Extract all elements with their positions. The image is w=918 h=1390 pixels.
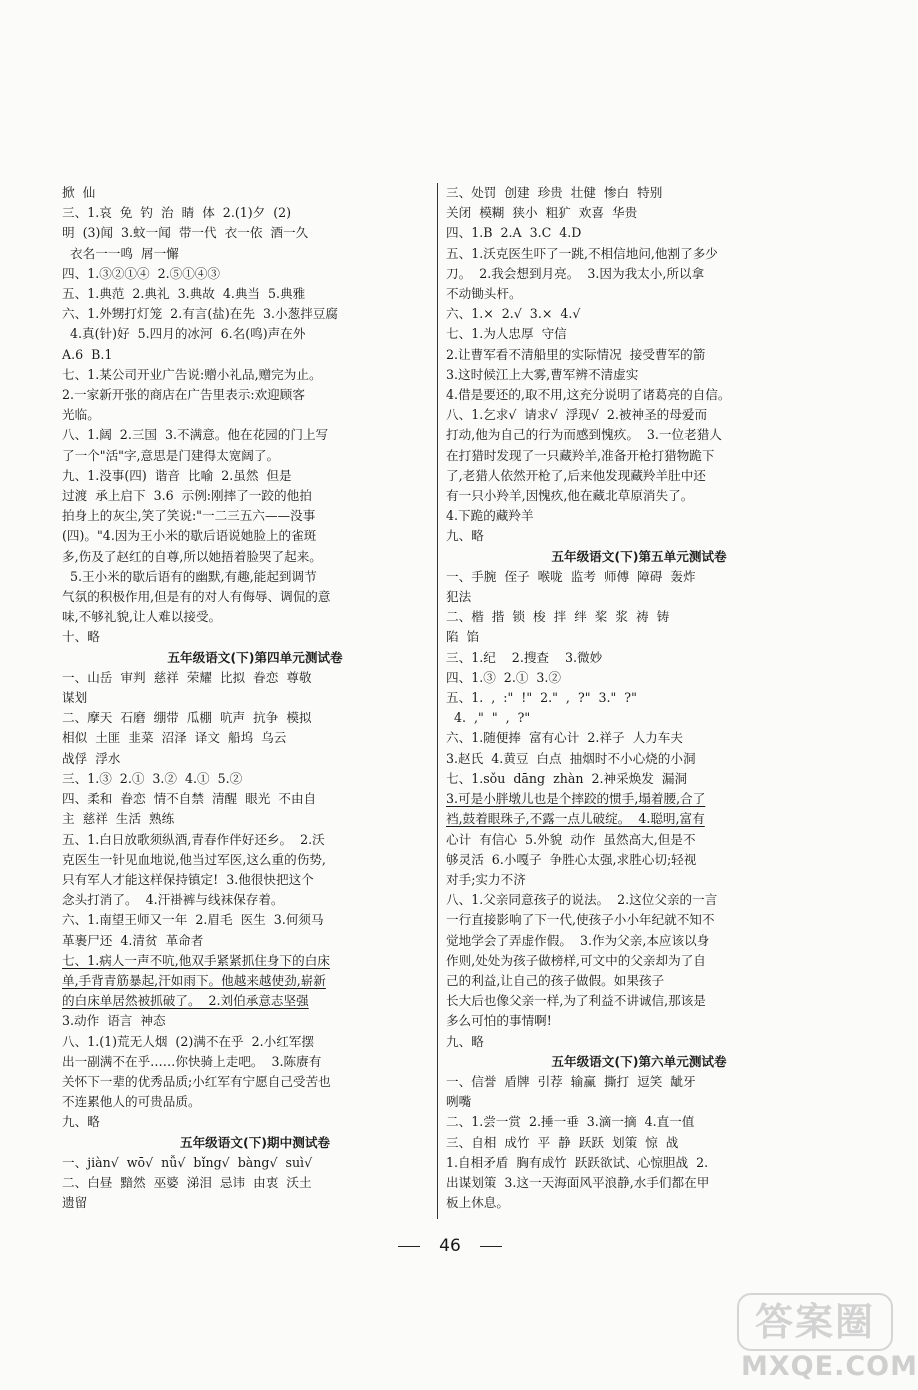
page-number-dash-left [398, 1246, 420, 1247]
answer-line: 遗留 [62, 1195, 88, 1211]
page-number-dash-right [480, 1246, 502, 1247]
answer-line: 不动锄头杆。 [446, 286, 522, 302]
answer-line: 4.下跪的藏羚羊 [446, 508, 534, 524]
answer-line: 二、楷 揩 锁 梭 拌 绊 桨 浆 祷 铸 [446, 609, 670, 625]
answer-line: 关怀下一辈的优秀品质;小红军有宁愿自己受苦也 [62, 1073, 331, 1089]
answer-line: 四、柔和 眷恋 情不自禁 清醒 眼光 不由自 [62, 791, 317, 807]
answer-line: 十、略 [62, 629, 100, 645]
page-number: 46 [439, 1236, 461, 1256]
answer-line: 四、1.B 2.A 3.C 4.D [446, 225, 582, 241]
answer-line: 有一只小羚羊,因愧疚,他在藏北草原消失了。 [446, 488, 694, 504]
answer-line: 多,伤及了赵红的自尊,所以她捂着脸哭了起来。 [62, 548, 322, 564]
answer-line: 板上休息。 [446, 1195, 509, 1211]
answer-line: 三、处罚 创建 珍贵 壮健 惨白 特别 [446, 185, 663, 200]
answer-line: 4.真(针)好 5.四月的冰河 6.名(鸣)声在外 [62, 326, 306, 342]
section-heading: 五年级语文(下)第五单元测试卷 [551, 548, 727, 564]
answer-line: 八、1.父亲同意孩子的说法。 2.这位父亲的一言 [446, 892, 718, 908]
answer-line: 己的利益,让自己的孩子做假。如果孩子 [446, 972, 665, 988]
answer-line: 克医生一针见血地说,他当过军医,这么重的伤势, [62, 851, 326, 867]
answer-line: 只有军人才能这样保持镇定! 3.他很快把这个 [62, 871, 314, 887]
answer-line: (四)。"4.因为王小米的歇后语说她脸上的雀斑 [62, 528, 317, 544]
answer-line: 二、白昼 黯然 巫婆 涕泪 忌讳 由衷 沃土 [62, 1174, 312, 1190]
answer-line: 3.可是小胖墩儿也是个摔跤的惯手,塌着腰,合了 [446, 791, 706, 807]
section-heading: 五年级语文(下)期中测试卷 [179, 1134, 331, 1150]
answer-line: 一、山岳 审判 慈祥 荣耀 比拟 眷恋 尊敬 [62, 669, 312, 685]
answer-line: 六、1.× 2.√ 3.× 4.√ [446, 306, 581, 322]
answer-line: 对手;实力不济 [446, 871, 526, 887]
answer-line: 关闭 模糊 狭小 粗犷 欢喜 华贵 [446, 205, 638, 221]
answer-line: 三、1.哀 免 钓 治 睛 体 2.(1)夕 (2) [62, 205, 292, 221]
answer-line: A.6 B.1 [62, 346, 113, 362]
answer-line: 过渡 承上启下 3.6 示例:刚摔了一跤的他拍 [62, 488, 312, 504]
answer-line: 九、1.没事(四) 谐音 比喻 2.虽然 但是 [62, 467, 292, 483]
answer-line: 2.一家新开张的商店在广告里表示:欢迎顾客 [62, 387, 305, 403]
answer-line: 了,老猎人依然开枪了,后来他发现藏羚羊肚中还 [446, 467, 706, 483]
answer-line: 六、1.外甥打灯笼 2.有言(盐)在先 3.小葱拌豆腐 [62, 306, 338, 322]
answer-line: 气氛的积极作用,但是有的对人有侮辱、调侃的意 [62, 589, 331, 605]
answer-line: 五、1.沃克医生吓了一跳,不相信地问,他割了多少 [446, 245, 718, 261]
answer-line: 八、1.乞求√ 请求√ 浮现√ 2.被神圣的母爱而 [446, 407, 708, 423]
answer-line: 六、1.随便捧 富有心计 2.祥子 人力车夫 [446, 730, 683, 746]
answer-line: 谋划 [62, 690, 88, 706]
answer-line: 念头打消了。 4.汗褂裤与线袜保存着。 [62, 892, 284, 908]
answer-line: 3.动作 语言 神态 [62, 1013, 166, 1029]
answer-line: 陷 馅 [446, 629, 480, 645]
answer-line: 衣名一一鸣 屑一懈 [62, 245, 179, 261]
answer-line: 在打猎时发现了一只藏羚羊,准备开枪打猎物跪下 [446, 447, 715, 463]
answer-line: 明 (3)闻 3.蚊一闻 带一代 衣一依 酒一久 [62, 225, 309, 241]
answer-line: 1.自相矛盾 胸有成竹 跃跃欲试、心惊胆战 2. [446, 1154, 709, 1170]
answer-line: 出一副满不在乎……你快骑上走吧。 3.陈赓有 [62, 1053, 322, 1069]
column-divider [437, 183, 438, 1219]
answer-line: 八、1.阔 2.三国 3.不满意。他在花园的门上写 [62, 427, 329, 443]
answer-line: 4. ," " , ?" [446, 710, 531, 726]
answer-line: 长大后也像父亲一样,为了利益不讲诚信,那该是 [446, 993, 706, 1009]
answer-line: 五、1.白日放歌须纵酒,青春作伴好还乡。 2.沃 [62, 831, 325, 847]
answer-line: 七、1.为人忠厚 守信 [446, 326, 567, 342]
answer-line: 掀 仙 [62, 185, 96, 200]
right-column [446, 183, 814, 1213]
answer-line: 多么可怕的事情啊! [446, 1013, 552, 1029]
answer-line: 觉地学会了弄虚作假。 3.作为父亲,本应该以身 [446, 932, 710, 948]
answer-line: 一行直接影响了下一代,使孩子小小年纪就不知不 [446, 912, 715, 928]
answer-line: 3.这时候江上大雾,曹军辨不清虚实 [446, 366, 639, 382]
answer-line: 相似 土匪 韭菜 沼泽 译文 船坞 乌云 [62, 730, 287, 746]
answer-line: 3.赵氏 4.黄豆 白点 抽烟时不小心烧的小洞 [446, 750, 696, 766]
answer-line: 不连累他人的可贵品质。 [62, 1094, 201, 1110]
answer-line: 光临。 [62, 407, 100, 423]
answer-line: 味,不够礼貌,让人难以接受。 [62, 609, 222, 625]
left-column [62, 183, 430, 1213]
section-heading: 五年级语文(下)第四单元测试卷 [167, 649, 343, 665]
answer-line: 战俘 浮水 [62, 750, 121, 766]
answer-line: 作则,处处为孩子做榜样,可文中的父亲却为了自 [446, 952, 706, 968]
answer-line: 心计 有信心 5.外貌 动作 虽然高大,但是不 [446, 831, 696, 847]
answer-line: 二、摩天 石磨 绷带 瓜棚 吭声 抗争 模拟 [62, 710, 312, 726]
answer-line: 三、自相 成竹 平 静 跃跃 划策 惊 战 [446, 1134, 679, 1150]
answer-line: 五、1. , :" !" 2." , ?" 3." ?" [446, 690, 637, 706]
answer-line: 九、略 [446, 1033, 484, 1049]
answer-line: 三、1.③ 2.① 3.② 4.① 5.② [62, 770, 243, 786]
answer-line: 刀。 2.我会想到月亮。 3.因为我太小,所以拿 [446, 265, 705, 281]
answer-line: 单,手背青筋暴起,汗如雨下。他越来越使劲,崭新 [62, 972, 326, 988]
answer-line: 三、1.纪 2.搜查 3.微妙 [446, 649, 603, 665]
answer-line: 二、1.尝一赏 2.捶一垂 3.滴一摘 4.直一值 [446, 1114, 695, 1130]
watermark [737, 1293, 918, 1383]
answer-line: 四、1.③ 2.① 3.② [446, 669, 562, 685]
answer-line: 九、略 [446, 528, 484, 544]
answer-line: 犯法 [446, 589, 472, 605]
answer-line: 拍身上的灰尘,笑了笑说:"一二三五六——没事 [62, 508, 316, 524]
answer-line: 七、1.sǒu dāng zhàn 2.神采焕发 漏洞 [446, 770, 688, 786]
page-number-footer [0, 1236, 900, 1256]
answer-line: 一、信誉 盾牌 引荐 输赢 撕打 逗笑 龇牙 [446, 1073, 696, 1089]
answer-line: 5.王小米的歇后语有的幽默,有趣,能起到调节 [62, 568, 317, 584]
answer-line: 了一个"活"字,意思是门建得太宽阔了。 [62, 447, 280, 463]
answer-line: 八、1.(1)荒无人烟 (2)满不在乎 2.小红军摆 [62, 1033, 315, 1049]
answer-line: 五、1.典范 2.典礼 3.典故 4.典当 5.典雅 [62, 286, 306, 302]
answer-line: 裆,鼓着眼珠子,不露一点儿破绽。 4.聪明,富有 [446, 811, 705, 827]
answer-line: 够灵活 6.小嘎子 争胜心太强,求胜心切;轻视 [446, 851, 697, 867]
answer-line: 六、1.南望王师又一年 2.眉毛 医生 3.何须马 [62, 912, 324, 928]
answer-line: 2.让曹军看不清船里的实际情况 接受曹军的箭 [446, 346, 706, 362]
answer-line: 4.借是要还的,取不用,这充分说明了诸葛亮的自信。 [446, 387, 731, 403]
answer-line: 一、jiàn√ wō√ nǚ√ bǐng√ bàng√ suì√ [62, 1154, 313, 1170]
answer-line: 革裹尸还 4.清贫 革命者 [62, 932, 204, 948]
watermark-url: MXQE.COM [741, 1351, 918, 1382]
watermark-logo: 答案圈 [737, 1293, 893, 1351]
answer-line: 咧嘴 [446, 1094, 472, 1110]
answer-line: 一、手腕 侄子 喉咙 监考 师傅 障碍 轰炸 [446, 568, 696, 584]
answer-line: 四、1.③②①④ 2.⑤①④③ [62, 265, 220, 281]
answer-line: 七、1.某公司开业广告说:赠小礼品,赠完为止。 [62, 366, 322, 382]
answer-line: 出谋划策 3.这一天海面风平浪静,水手们都在甲 [446, 1174, 710, 1190]
answer-line: 主 慈祥 生活 熟练 [62, 811, 175, 827]
answer-line: 打动,他为自己的行为而感到愧疚。 3.一位老猎人 [446, 427, 722, 443]
section-heading: 五年级语文(下)第六单元测试卷 [551, 1053, 727, 1069]
answer-line: 九、略 [62, 1114, 100, 1130]
answer-line: 的白床单居然被抓破了。 2.刘伯承意志坚强 [62, 993, 309, 1009]
answer-line: 七、1.病人一声不吭,他双手紧紧抓住身下的白床 [62, 952, 330, 968]
